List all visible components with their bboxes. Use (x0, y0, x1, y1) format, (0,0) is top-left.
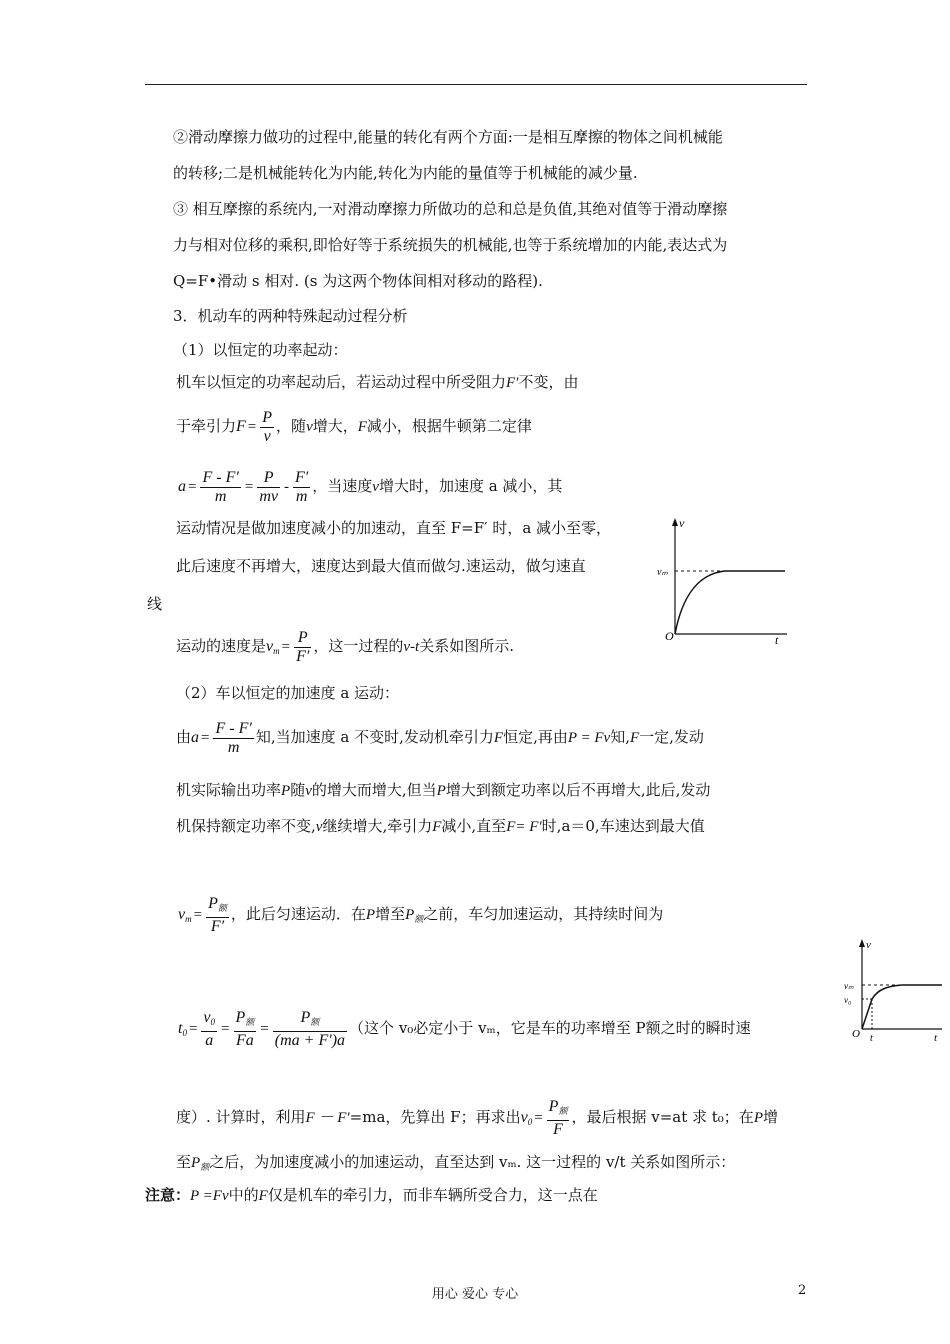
math-symbol: - (283, 479, 289, 495)
paragraph-line (176, 780, 710, 801)
text-run: 恒定,再由 (503, 728, 568, 746)
numerator (201, 1009, 217, 1032)
text-run: ，这一过程的 (313, 637, 404, 655)
denominator: m (227, 738, 240, 756)
math-symbol: v (372, 479, 379, 495)
numerator (213, 720, 253, 739)
math-symbol: P (548, 1097, 559, 1115)
text-run: 一定,发动 (639, 728, 704, 746)
y-axis-arrow (672, 518, 678, 526)
subscript: 0 (210, 1016, 216, 1027)
math-symbol: F′ (238, 719, 252, 737)
text-run: =ma，先算出 F；再求出 (349, 1108, 521, 1126)
math-symbol: v (520, 1109, 528, 1126)
fraction-p-over-v (260, 409, 274, 446)
math-symbol: v-t (403, 639, 420, 655)
math-symbol: v (305, 783, 312, 799)
math-symbol: = (534, 1110, 543, 1126)
denominator: m (295, 487, 308, 505)
note-line (145, 1185, 598, 1206)
math-symbol: F (629, 730, 640, 746)
math-symbol-pe (191, 1155, 209, 1171)
text-run: ，当速度 (312, 477, 373, 495)
math-symbol: P (191, 1155, 201, 1171)
header-rule (145, 84, 807, 85)
subscript: 额 (200, 1162, 210, 1172)
math-symbol-v0 (521, 1109, 533, 1126)
math-symbol: = (247, 419, 257, 435)
numerator (234, 1009, 257, 1032)
y-axis-arrow (859, 939, 865, 947)
x-axis-label: t (775, 633, 779, 646)
subscript: 额 (217, 902, 227, 913)
page-number: 2 (798, 1283, 807, 1298)
fraction-p-over-fp (294, 629, 311, 666)
math-symbol: P (405, 907, 415, 923)
text-run: 仅是机车的牵引力，而非车辆所受合力，这一点在 (267, 1186, 598, 1204)
fraction-p-over-mv (257, 469, 280, 506)
y-axis-label: v (866, 939, 871, 951)
math-symbol: F (493, 730, 504, 746)
denominator: F′ (210, 917, 225, 935)
paragraph-line: 的转移;二是机械能转化为内能,转化为内能的量值等于机械能的减少量. (173, 164, 638, 182)
section-heading: 3．机动车的两种特殊起动过程分析 (173, 307, 408, 325)
subscript: 额 (558, 1105, 568, 1116)
velocity-curve (675, 571, 785, 634)
equation-line (178, 465, 562, 508)
paragraph-line (176, 1152, 735, 1177)
numerator: P (257, 469, 280, 488)
paragraph-line (176, 1094, 778, 1145)
subscript: 0 (527, 1117, 533, 1127)
text-run: 增大时，加速度 a 减小，其 (378, 477, 563, 495)
text-run: 增至 (375, 905, 406, 923)
fraction-fp-over-m (293, 469, 310, 506)
text-run: 随 (290, 781, 306, 799)
numerator (200, 469, 240, 488)
math-symbol-pe (405, 907, 423, 923)
text-run: 关系如图所示. (419, 637, 514, 655)
subsection-heading: （2）车以恒定的加速度 a 运动： (176, 684, 400, 702)
denominator: mv (259, 487, 278, 505)
math-symbol-vm (178, 906, 192, 923)
text-run: 中的 (228, 1186, 259, 1204)
v0-label: v₀ (844, 995, 852, 1005)
subscript: m (185, 914, 192, 924)
paragraph-line (176, 406, 532, 447)
fraction-pe-over-fp (206, 895, 229, 936)
math-symbol: a (191, 729, 200, 746)
equation-line (178, 893, 663, 940)
math-symbol: F (202, 468, 213, 486)
denominator: F′ (296, 647, 310, 665)
subsection-heading: （1）以恒定的功率起动： (173, 341, 348, 359)
math-symbol: - (229, 719, 235, 737)
math-symbol: = (260, 1021, 269, 1037)
math-symbol: F (236, 418, 246, 435)
fraction-net-force-over-m (213, 720, 253, 757)
fraction-net-force-over-m (200, 469, 240, 506)
math-symbol: v (266, 638, 274, 655)
denominator: a (205, 1031, 214, 1049)
math-symbol: = (188, 479, 197, 495)
numerator: P (294, 629, 311, 648)
math-symbol: v (178, 906, 186, 923)
text-run: 机实际输出功率 (176, 781, 282, 799)
text-run: 由 (176, 728, 192, 746)
numerator (206, 895, 229, 918)
numerator (547, 1098, 570, 1121)
math-symbol: P =Fv (190, 1188, 229, 1204)
math-symbol: = (188, 1021, 198, 1037)
text-run: 增大到额定功率以后不再增大,此后,发动 (445, 781, 711, 799)
origin-label: O (665, 629, 674, 643)
math-symbol-vm (266, 638, 280, 655)
subscript: 0 (182, 1028, 187, 1038)
math-symbol-t0 (178, 1020, 187, 1037)
vm-label: vₘ (844, 981, 854, 991)
paragraph-line: 运动情况是做加速度减小的加速动，直至 F=F′ 时，a 减小至零， (176, 519, 612, 537)
denominator: Fa (236, 1031, 254, 1049)
math-symbol: P (753, 1110, 763, 1126)
fraction-pe-over-f (547, 1098, 570, 1139)
denominator: v (263, 427, 271, 445)
math-symbol: P (235, 1008, 246, 1026)
text-run: 度）. 计算时，利用 (176, 1108, 306, 1126)
paragraph-line (176, 626, 514, 671)
text-run: 于牵引力 (176, 417, 237, 435)
text-run: 机车以恒定的功率起动后，若运动过程中所受阻力 (176, 373, 507, 391)
paragraph-line: 力与相对位移的乘积,即恰好等于系统损失的机械能,也等于系统增加的内能,表达式为 (173, 236, 728, 254)
text-run: 之后，为加速度减小的加速运动，直至达到 vₘ. 这一过程的 v/t 关系如图所示： (209, 1153, 736, 1171)
denominator: F (553, 1120, 563, 1138)
denominator: (ma + F′)a (274, 1031, 346, 1049)
text-run: 继续增大,牵引力 (322, 817, 433, 835)
page-footer: 用心 爱心 专心 (431, 1287, 519, 1302)
fraction-pe-over-fa (234, 1009, 257, 1050)
math-symbol: - (216, 468, 222, 486)
text-run: 不变，由 (518, 373, 579, 391)
vt-graph-constant-power (655, 512, 795, 646)
math-symbol: P (208, 894, 218, 912)
paragraph-line (176, 816, 705, 837)
paragraph-line (176, 372, 578, 393)
math-symbol: P (281, 783, 291, 799)
text-run: 减小,直至 (441, 817, 507, 835)
text-run: 增 (762, 1108, 778, 1126)
math-symbol: = (244, 479, 254, 495)
math-symbol: = (201, 730, 210, 746)
paragraph-line: ②滑动摩擦力做功的过程中,能量的转化有两个方面:一是相互摩擦的物体之间机械能 (173, 128, 723, 146)
text-run: 之前，车匀加速运动，其持续时间为 (423, 905, 664, 923)
math-symbol: F (215, 719, 226, 737)
numerator: F′ (294, 468, 309, 486)
x-axis-label: t (934, 1032, 938, 1044)
fraction-v0-over-a (201, 1009, 217, 1050)
vt-graph-constant-acceleration (832, 935, 944, 1045)
math-symbol: = (193, 907, 203, 923)
numerator: P (262, 408, 273, 426)
text-run: ，此后匀速运动．在 (230, 905, 366, 923)
subscript: 额 (310, 1016, 320, 1027)
math-symbol: P (300, 1008, 311, 1026)
math-symbol: P (436, 783, 446, 799)
velocity-curve (862, 985, 942, 1029)
subscript: 额 (414, 914, 424, 924)
text-run: ，最后根据 v=at 求 t₀；在 (571, 1108, 754, 1126)
math-symbol: F (258, 1188, 268, 1204)
math-symbol: F= F′ (506, 819, 542, 835)
math-symbol: F′ (506, 375, 519, 391)
paragraph-line (176, 717, 704, 758)
math-symbol: = (221, 1021, 230, 1037)
text-run: （这个 v₀必定小于 vₘ，它是车的功率增至 P额之时的瞬时速 (349, 1019, 751, 1037)
subscript: 额 (245, 1016, 255, 1027)
math-symbol: F (432, 819, 442, 835)
denominator: m (214, 487, 227, 505)
math-symbol: v (306, 419, 313, 435)
subscript: m (273, 646, 280, 656)
text-run: 增大， (312, 417, 358, 435)
text-run: 知,当加速度 a 不变时,发动机牵引力 (255, 728, 494, 746)
math-symbol: F － F′ (305, 1110, 350, 1126)
origin-label: O (852, 1028, 860, 1040)
math-symbol: P = Fv (567, 730, 611, 746)
paragraph-line: Q=F•滑动 s 相对. (s 为这两个物体间相对移动的路程). (173, 272, 543, 290)
math-symbol: = (281, 639, 291, 655)
y-axis-label: v (679, 516, 685, 530)
math-symbol: v (203, 1008, 211, 1026)
note-label: 注意： (145, 1186, 191, 1204)
vm-label: vₘ (657, 567, 668, 578)
numerator (273, 1009, 347, 1032)
text-run: 机保持额定功率不变, (176, 817, 316, 835)
t-label: t (870, 1033, 873, 1044)
text-run: 至 (176, 1153, 192, 1171)
math-symbol: P (365, 907, 376, 923)
text-run: 的增大而增大,但当 (311, 781, 437, 799)
math-symbol: F (357, 419, 367, 435)
math-symbol: v (315, 819, 323, 835)
math-symbol: a (178, 478, 186, 495)
math-symbol: F′ (225, 468, 239, 486)
text-run: 运动的速度是 (176, 637, 267, 655)
text-run: 减小，根据牛顿第二定律 (366, 417, 532, 435)
equation-line (178, 1004, 751, 1057)
text-run: ，随 (276, 417, 307, 435)
fraction-pe-over-ma-plus-fp-a (273, 1009, 347, 1050)
text-run: 时,a＝0,车速达到最大值 (541, 817, 705, 835)
text-run: 知, (610, 728, 630, 746)
paragraph-line: 线 (147, 595, 163, 613)
paragraph-line: ③ 相互摩擦的系统内,一对滑动摩擦力所做功的总和总是负值,其绝对值等于滑动摩擦 (173, 200, 728, 218)
paragraph-line: 此后速度不再增大，速度达到最大值而做匀.速运动，做匀速直 (176, 557, 586, 575)
math-symbol: t (178, 1020, 183, 1037)
